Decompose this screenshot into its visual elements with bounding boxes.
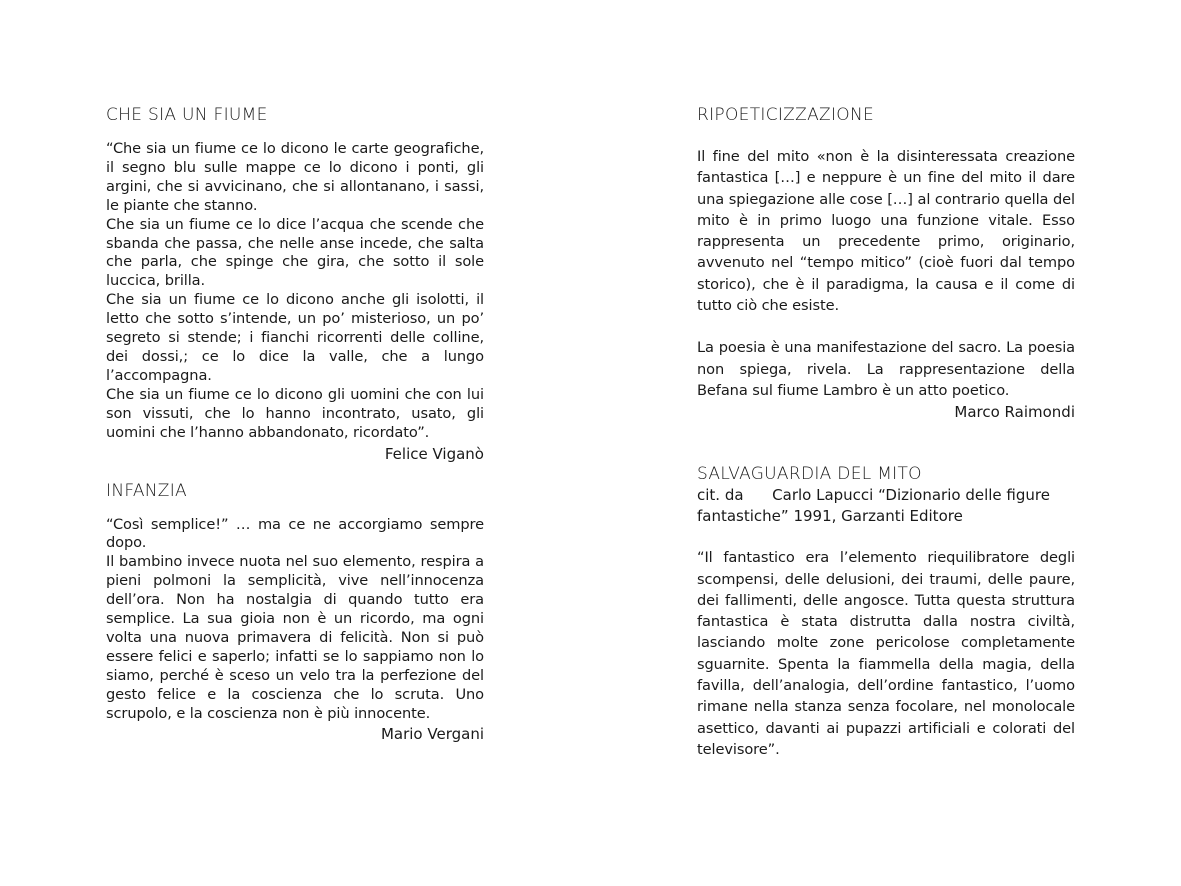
right-column [697,104,1075,760]
left-column [106,104,484,745]
citation-line-2: fantastiche” 1991, Garzanti Editore [697,507,963,526]
section-title-che-sia-un-fiume: CHE SIA UN FIUME [106,105,268,125]
fiume-paragraph-2: Che sia un fiume ce lo dice l’acqua che scende che sbanda che passa, che nelle anse incede, che salta che parla, che spinge che gira, che sotto il sole luccica, brilla. [106,215,484,290]
section-title-salvaguardia-del-mito: SALVAGUARDIA DEL MITO [697,464,922,485]
section-title-ripoeticizzazione: RIPOETICIZZAZIONE [697,105,875,125]
infanzia-paragraph-2: Il bambino invece nuota nel suo elemento, respira a pieni polmoni la semplicità, vive nell’innocenza dell’ora. Non ha nostalgia di quando tutto era semplice. La sua gioia non è un ricordo, ma ogni volta una nuova primavera di felicità. Non si può essere felici e saperlo; infatti se lo sappiamo non lo siamo, perché è sceso un velo tra la perfezione del gesto felice e la coscienza che lo scruta. Uno scrupolo, e la coscienza non è più innocente. [106,553,484,722]
author-marco-raimondi: Marco Raimondi [954,403,1075,422]
section-title-infanzia: INFANZIA [106,480,187,501]
ripoeticizzazione-paragraph-1: Il fine del mito «non è la disinteressata creazione fantastica […] e neppure è un fine del mito il dare una spiegazione alle cose […] al contrario quella del mito è in primo luogo una funzione vitale. Esso rappresenta un precedente primo, originario, avvenuto nel “tempo mitico” (cioè fuori dal tempo storico), che è il paradigma, la causa e il come di tutto ciò che esiste. [697,148,1075,315]
author-mario-vergani: Mario Vergani [380,725,484,744]
fiume-paragraph-4: Che sia un fiume ce lo dicono gli uomini che con lui son vissuti, che lo hanno incontrato, usato, gli uomini che l’hanno abbandonato, ricordato”. [106,385,484,441]
infanzia-paragraph-1: “Così semplice!” … ma ce ne accorgiamo sempre dopo. [106,515,484,552]
salvaguardia-paragraph-1: “Il fantastico era l’elemento riequilibratore degli scompensi, delle delusioni, dei traumi, delle paure, dei fallimenti, delle angosce. Tutta questa struttura fantastica è stata distrutta dalla nostra civiltà, lasciando molte zone pericolose completamente sguarnite. Spenta la fiammella della magia, della favilla, dell’analogia, dell’ordine fantastico, l’uomo rimane nella stanza senza focolare, nel monolocale asettico, davanti ai pupazzi artificiali e colorati del televisore”. [697,549,1075,758]
ripoeticizzazione-paragraph-2: La poesia è una manifestazione del sacro. La poesia non spiega, rivela. La rappresentazione della Befana sul fiume Lambro è un atto poetico. [697,339,1075,399]
fiume-paragraph-3: Che sia un fiume ce lo dicono anche gli isolotti, il letto che sotto s’intende, un po’ misterioso, un po’ segreto si stende; i fianchi ricorrenti delle colline, dei dossi,; ce lo dice la valle, che a lungo l’accompagna. [106,291,484,384]
author-felice-vigano: Felice Viganò [384,444,484,463]
fiume-paragraph-1: “Che sia un fiume ce lo dicono le carte geografiche, il segno blu sulle mappe ce lo dicono i ponti, gli argini, che si avvicinano, che si allontanano, i sassi, le piante che stanno. [106,140,484,214]
citation-line-1: cit. da Carlo Lapucci “Dizionario delle figure [697,486,1050,505]
